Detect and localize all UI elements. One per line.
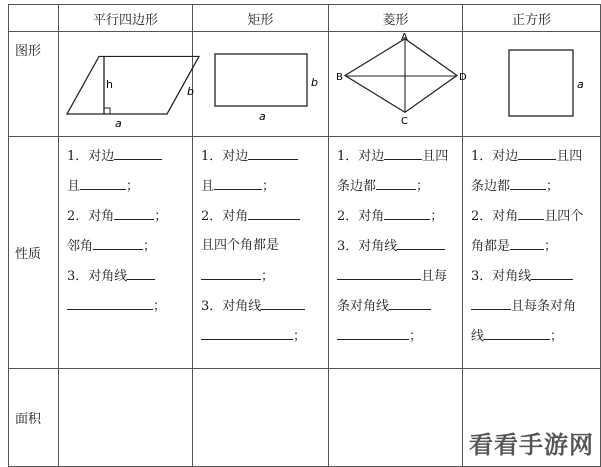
prop-text: ； bbox=[550, 329, 564, 344]
parallelogram-diagram bbox=[59, 32, 193, 132]
rhombus-label-d: D bbox=[459, 72, 467, 83]
rhombus-label-a: A bbox=[401, 32, 408, 43]
parallelogram-label-a: a bbox=[115, 117, 122, 130]
prop-text: ； bbox=[546, 179, 560, 194]
fill-blank[interactable] bbox=[67, 295, 153, 310]
fill-blank[interactable] bbox=[214, 175, 262, 190]
fill-blank[interactable] bbox=[80, 175, 126, 190]
rectangle-figure-cell bbox=[193, 32, 329, 137]
fill-blank[interactable] bbox=[471, 295, 511, 310]
fill-blank[interactable] bbox=[114, 205, 154, 220]
header-rectangle: 矩形 bbox=[193, 5, 329, 32]
rectangle-diagram bbox=[193, 32, 329, 132]
prop-text: 且 bbox=[201, 179, 215, 194]
square-figure-cell bbox=[463, 32, 601, 137]
prop-text: ； bbox=[126, 179, 140, 194]
prop-text: 3．对角线 bbox=[201, 299, 262, 314]
prop-text: ； bbox=[293, 329, 307, 344]
fill-blank[interactable] bbox=[384, 205, 430, 220]
figure-row-label: 图形 bbox=[9, 32, 59, 137]
figure-row bbox=[9, 32, 601, 137]
prop-text: ； bbox=[409, 329, 423, 344]
parallelogram-properties bbox=[59, 137, 193, 369]
square-properties bbox=[463, 137, 601, 369]
prop-text: 条对角线 bbox=[337, 299, 390, 314]
rhombus-area-cell[interactable] bbox=[329, 369, 463, 467]
fill-blank[interactable] bbox=[337, 325, 409, 340]
fill-blank[interactable] bbox=[337, 265, 421, 280]
fill-blank[interactable] bbox=[201, 325, 293, 340]
prop-text: ； bbox=[154, 209, 168, 224]
rectangle-label-a: a bbox=[259, 110, 266, 123]
fill-blank[interactable] bbox=[127, 265, 155, 280]
header-square: 正方形 bbox=[463, 5, 601, 32]
prop-text: 2．对角 bbox=[67, 209, 115, 224]
prop-text: 2．对角 bbox=[471, 209, 519, 224]
prop-text: 角都是 bbox=[471, 239, 511, 254]
prop-text: 1．对边 bbox=[201, 149, 249, 164]
fill-blank[interactable] bbox=[518, 205, 544, 220]
fill-blank[interactable] bbox=[376, 175, 416, 190]
rhombus-label-c: C bbox=[401, 116, 408, 127]
fill-blank[interactable] bbox=[261, 295, 305, 310]
fill-blank[interactable] bbox=[510, 235, 544, 250]
fill-blank[interactable] bbox=[248, 145, 298, 160]
quadrilateral-table bbox=[8, 4, 601, 467]
prop-text: ； bbox=[416, 179, 430, 194]
fill-blank[interactable] bbox=[384, 145, 422, 160]
rectangle-properties bbox=[193, 137, 329, 369]
prop-text: 条边都 bbox=[337, 179, 377, 194]
prop-text: ； bbox=[262, 179, 276, 194]
fill-blank[interactable] bbox=[510, 175, 546, 190]
rhombus-label-b: B bbox=[336, 72, 343, 83]
fill-blank[interactable] bbox=[531, 265, 573, 280]
fill-blank[interactable] bbox=[114, 145, 162, 160]
square-label-a: a bbox=[577, 78, 584, 91]
watermark-logo: 看看手游网 bbox=[469, 431, 594, 459]
header-row bbox=[9, 5, 601, 32]
properties-row bbox=[9, 137, 601, 369]
prop-text: 条边都 bbox=[471, 179, 511, 194]
parallelogram-shape bbox=[67, 56, 199, 114]
prop-text: 3．对角线 bbox=[471, 269, 532, 284]
prop-text: 且四 bbox=[422, 149, 449, 164]
fill-blank[interactable] bbox=[93, 235, 143, 250]
fill-blank[interactable] bbox=[389, 295, 431, 310]
rectangle-shape bbox=[215, 54, 307, 106]
prop-text: ； bbox=[544, 239, 558, 254]
properties-row-label: 性质 bbox=[9, 137, 59, 369]
header-rhombus: 菱形 bbox=[329, 5, 463, 32]
prop-text: 且每条对角 bbox=[511, 299, 577, 314]
prop-text: 1．对边 bbox=[471, 149, 519, 164]
prop-text: ； bbox=[430, 209, 444, 224]
prop-text: 1．对边 bbox=[67, 149, 115, 164]
prop-text: 且四 bbox=[556, 149, 583, 164]
prop-text: 3．对角线 bbox=[67, 269, 128, 284]
rhombus-diagram bbox=[329, 32, 467, 132]
prop-text: 邻角 bbox=[67, 239, 94, 254]
prop-text: 2．对角 bbox=[337, 209, 385, 224]
prop-text: 且 bbox=[67, 179, 81, 194]
parallelogram-area-cell[interactable] bbox=[59, 369, 193, 467]
rhombus-properties bbox=[329, 137, 463, 369]
rectangle-area-cell[interactable] bbox=[193, 369, 329, 467]
prop-text: ； bbox=[153, 299, 167, 314]
fill-blank[interactable] bbox=[201, 265, 261, 280]
prop-text: 且四个角都是 bbox=[201, 238, 280, 253]
rectangle-label-b: b bbox=[311, 76, 318, 89]
rhombus-figure-cell bbox=[329, 32, 467, 137]
fill-blank[interactable] bbox=[484, 325, 550, 340]
header-parallelogram: 平行四边形 bbox=[59, 5, 193, 32]
parallelogram-label-b: b bbox=[187, 85, 194, 98]
prop-text: 且每 bbox=[421, 269, 448, 284]
prop-text: 且四个 bbox=[544, 209, 584, 224]
fill-blank[interactable] bbox=[397, 235, 445, 250]
prop-text: 2．对角 bbox=[201, 209, 249, 224]
square-diagram bbox=[463, 32, 601, 132]
square-shape bbox=[509, 50, 573, 116]
prop-text: 1．对边 bbox=[337, 149, 385, 164]
prop-text: 线 bbox=[471, 329, 485, 344]
corner-cell bbox=[9, 5, 59, 32]
prop-text: ； bbox=[143, 239, 157, 254]
prop-text: 3．对角线 bbox=[337, 239, 398, 254]
parallelogram-figure-cell bbox=[59, 32, 193, 137]
area-row-label: 面积 bbox=[9, 369, 59, 467]
parallelogram-label-h: h bbox=[106, 78, 113, 91]
fill-blank[interactable] bbox=[248, 205, 300, 220]
right-angle-mark bbox=[104, 108, 110, 114]
prop-text: ； bbox=[261, 269, 275, 284]
fill-blank[interactable] bbox=[518, 145, 556, 160]
